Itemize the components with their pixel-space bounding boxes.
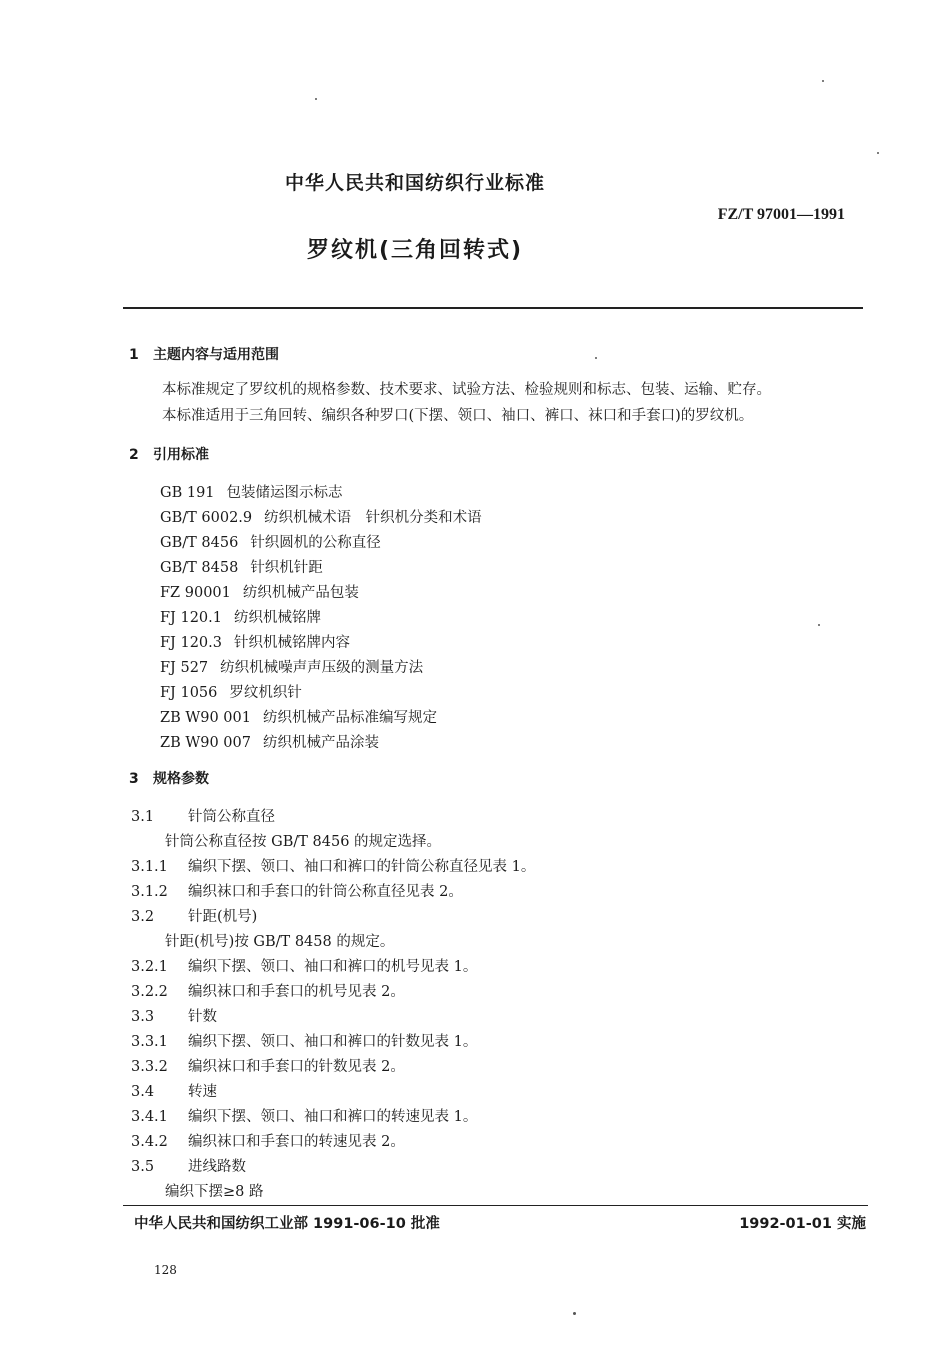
- clause-text: 编织袜口和手套口的针数见表 2。: [188, 1059, 405, 1075]
- clause-item: [131, 905, 257, 926]
- scan-speck: [818, 624, 820, 626]
- clause-text: 针筒公称直径按 GB/T 8456 的规定选择。: [165, 834, 442, 850]
- clause-text: 针距(机号): [188, 909, 258, 925]
- clause-text: 针数: [188, 1009, 217, 1025]
- clause-text: 编织下摆≥8 路: [165, 1184, 264, 1200]
- reference-item: [160, 606, 321, 627]
- clause-text: 编织下摆、领口、袖口和裤口的机号见表 1。: [188, 959, 478, 975]
- clause-item: [131, 1105, 477, 1126]
- clause-item: [131, 980, 405, 1001]
- clause-number: 3.2.2: [131, 984, 168, 1000]
- reference-code: FJ 120.1: [160, 610, 222, 626]
- section-number: 1: [129, 347, 139, 363]
- reference-code: GB 191: [160, 485, 215, 501]
- clause-text: 编织袜口和手套口的针筒公称直径见表 2。: [188, 884, 463, 900]
- clause-number: 3.4.1: [131, 1109, 168, 1125]
- clause-text: 针筒公称直径: [188, 809, 275, 825]
- clause-item: [131, 955, 477, 976]
- section-1-paragraph: 本标准规定了罗纹机的规格参数、技术要求、试验方法、检验规则和标志、包装、运输、贮存。: [162, 382, 771, 398]
- clause-item: [131, 1030, 477, 1051]
- clause-text: 编织下摆、领口、袖口和裤口的转速见表 1。: [188, 1109, 478, 1125]
- section-1-heading: [129, 344, 279, 364]
- reference-title: 针织机针距: [250, 560, 323, 576]
- section-3-heading: [129, 768, 209, 788]
- reference-item: [160, 581, 359, 602]
- reference-item: [160, 706, 437, 727]
- header-divider: [123, 307, 863, 309]
- clause-number: 3.2: [131, 909, 155, 925]
- clause-item: [131, 1130, 405, 1151]
- reference-code: GB/T 8456: [160, 535, 239, 551]
- section-title: 引用标准: [153, 447, 209, 463]
- reference-item: [160, 481, 343, 502]
- clause-text: 编织下摆、领口、袖口和裤口的针数见表 1。: [188, 1034, 478, 1050]
- section-2-heading: [129, 444, 209, 464]
- clause-number: 3.1: [131, 809, 155, 825]
- clause-number: 3.3.1: [131, 1034, 168, 1050]
- reference-title: 纺织机械产品标准编写规定: [262, 710, 437, 726]
- section-number: 3: [129, 771, 139, 787]
- clause-text: 转速: [188, 1084, 217, 1100]
- scan-speck: [573, 1312, 576, 1315]
- footer-divider: [123, 1205, 868, 1206]
- reference-title: 针织机械铭牌内容: [234, 635, 350, 651]
- scan-speck: [595, 357, 597, 359]
- document-title: 罗纹机(三角回转式): [306, 238, 524, 263]
- reference-title: 纺织机械产品涂装: [262, 735, 379, 751]
- reference-item: [160, 531, 381, 552]
- approval-line: 中华人民共和国纺织工业部 1991-06-10 批准: [134, 1216, 440, 1232]
- reference-code: ZB W90 001: [160, 710, 251, 726]
- scan-speck: [315, 98, 317, 100]
- clause-text: 编织袜口和手套口的转速见表 2。: [188, 1134, 405, 1150]
- section-1-paragraph: 本标准适用于三角回转、编织各种罗口(下摆、领口、袖口、裤口、袜口和手套口)的罗纹机。: [162, 408, 754, 424]
- implementation-date: 1992-01-01 实施: [739, 1216, 866, 1232]
- clause-item: [131, 1055, 405, 1076]
- section-title: 主题内容与适用范围: [153, 347, 279, 363]
- section-title: 规格参数: [153, 771, 209, 787]
- reference-title: 包装储运图示标志: [226, 485, 343, 501]
- reference-item: [160, 656, 423, 677]
- reference-title: 纺织机械术语 针织机分类和术语: [264, 510, 482, 526]
- clause-number: 3.2.1: [131, 959, 168, 975]
- clause-item: [131, 805, 275, 826]
- clause-item: [131, 1080, 217, 1101]
- reference-code: GB/T 8458: [160, 560, 239, 576]
- page-number: 128: [154, 1263, 177, 1277]
- clause-item: [131, 1005, 217, 1026]
- clause-item: [131, 880, 463, 901]
- clause-number: 3.4.2: [131, 1134, 168, 1150]
- reference-code: GB/T 6002.9: [160, 510, 253, 526]
- clause-text: 编织袜口和手套口的机号见表 2。: [188, 984, 405, 1000]
- clause-number: 3.3: [131, 1009, 155, 1025]
- section-number: 2: [129, 447, 139, 463]
- reference-title: 纺织机械铭牌: [234, 610, 321, 626]
- clause-number: 3.5: [131, 1159, 155, 1175]
- clause-item: [131, 1155, 246, 1176]
- reference-item: [160, 681, 302, 702]
- clause-number: 3.4: [131, 1084, 155, 1100]
- clause-text: 编织下摆、领口、袖口和裤口的针筒公称直径见表 1。: [188, 859, 536, 875]
- reference-item: [160, 731, 379, 752]
- scan-speck: [822, 80, 824, 82]
- reference-code: FJ 527: [160, 660, 209, 676]
- clause-item: [131, 855, 535, 876]
- reference-code: FJ 1056: [160, 685, 218, 701]
- reference-title: 罗纹机织针: [229, 685, 302, 701]
- scan-speck: [877, 152, 879, 154]
- reference-title: 纺织机械噪声声压级的测量方法: [220, 660, 424, 676]
- organization-title: 中华人民共和国纺织行业标准: [284, 172, 545, 194]
- reference-title: 纺织机械产品包装: [242, 585, 359, 601]
- reference-item: [160, 506, 482, 527]
- clause-number: 3.3.2: [131, 1059, 168, 1075]
- clause-text: 针距(机号)按 GB/T 8458 的规定。: [165, 934, 395, 950]
- standard-number: FZ/T 97001—1991: [717, 206, 845, 223]
- reference-code: FZ 90001: [160, 585, 231, 601]
- clause-text: 进线路数: [188, 1159, 246, 1175]
- clause-number: 3.1.1: [131, 859, 168, 875]
- reference-item: [160, 556, 323, 577]
- clause-number: 3.1.2: [131, 884, 168, 900]
- reference-item: [160, 631, 350, 652]
- reference-code: ZB W90 007: [160, 735, 251, 751]
- reference-code: FJ 120.3: [160, 635, 222, 651]
- reference-title: 针织圆机的公称直径: [250, 535, 381, 551]
